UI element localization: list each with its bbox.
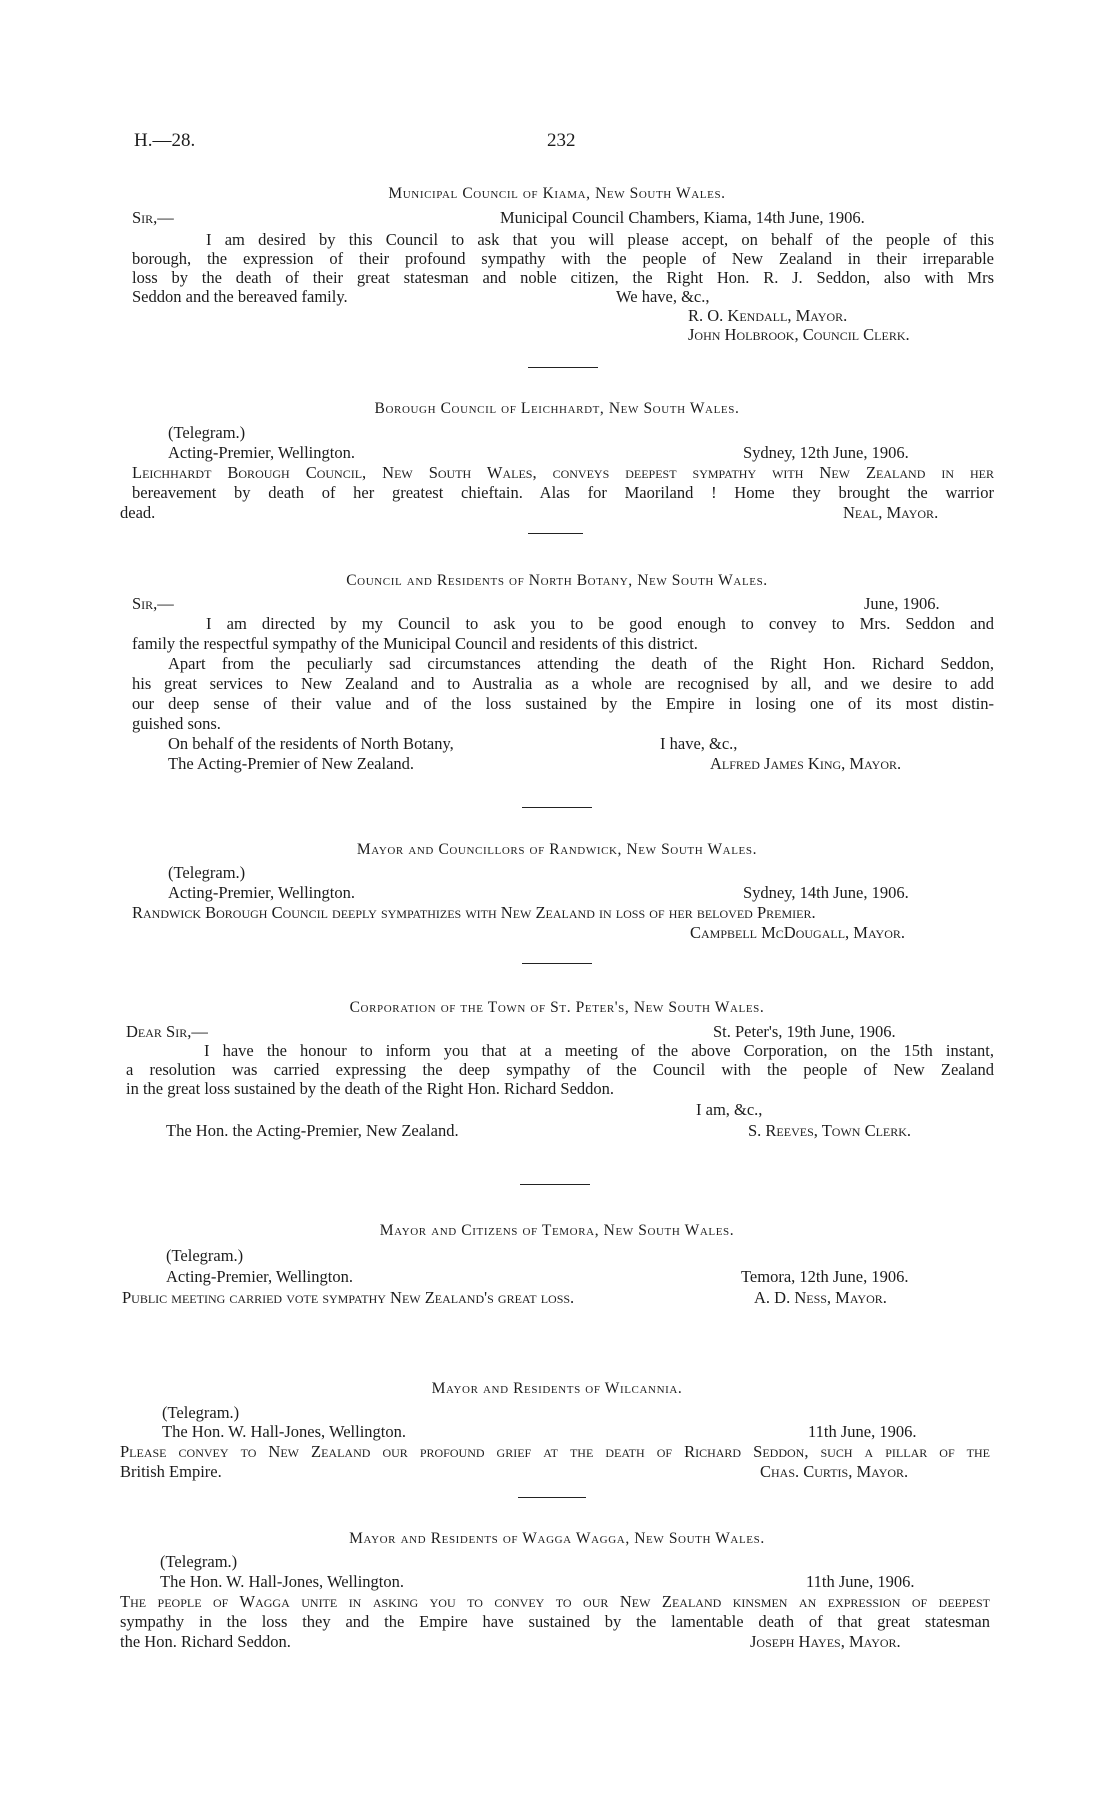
section-divider [518,1497,586,1498]
body-line: Public meeting carried vote sympathy New Zealand's great loss. [122,1288,575,1307]
body-line: his great services to New Zealand and to Australia as a whole are recognised by all, and we desire to add [132,674,994,693]
telegram-label: (Telegram.) [168,863,246,882]
section-title-kiama: Municipal Council of Kiama, New South Wales. [388,185,726,202]
place-date: 11th June, 1906. [808,1422,917,1441]
addressee: The Hon. W. Hall-Jones, Wellington. [160,1572,405,1591]
section-divider [520,1184,590,1185]
salutation: Sir,— [132,594,174,613]
section-title-temora: Mayor and Citizens of Temora, New South Wales. [379,1222,735,1239]
body-line: family the respectful sympathy of the Municipal Council and residents of this district. [132,634,698,653]
body-line: Randwick Borough Council deeply sympathizes with New Zealand in loss of her beloved Premier. [132,903,816,922]
body-line: I am desired by this Council to ask that you will please accept, on behalf of the people of this [206,230,994,249]
body-line: borough, the expression of their profound sympathy with the people of New Zealand in their irreparable [132,249,994,268]
body-line: loss by the death of their great statesman and noble citizen, the Right Hon. R. J. Seddon, also with Mrs [132,268,994,287]
page-number: 232 [547,130,576,151]
place-date: 11th June, 1906. [806,1572,915,1591]
place-date: Municipal Council Chambers, Kiama, 14th June, 1906. [500,208,865,227]
closing: I am, &c., [696,1100,763,1119]
on-behalf-line: On behalf of the residents of North Botany, [168,734,454,753]
telegram-label: (Telegram.) [166,1246,244,1265]
body-line: I am directed by my Council to ask you to be good enough to convey to Mrs. Seddon and [206,614,994,633]
body-line: sympathy in the loss they and the Empire have sustained by the lamentable death of that great statesman [120,1612,990,1631]
section-divider [528,533,583,534]
section-title-leichhardt: Borough Council of Leichhardt, New South Wales. [374,400,740,417]
body-line: Seddon and the bereaved family. [132,287,348,306]
section-title-north-botany: Council and Residents of North Botany, New South Wales. [346,572,768,589]
body-line: British Empire. [120,1462,222,1481]
body-line: our deep sense of their value and of the loss sustained by the Empire in losing one of its most distin- [132,694,994,713]
addressee: The Acting-Premier of New Zealand. [168,754,415,773]
signature: A. D. Ness, Mayor. [754,1288,887,1307]
section-divider [522,807,592,808]
body-line: The people of Wagga unite in asking you to convey to our New Zealand kinsmen an expression of deepest [120,1592,990,1611]
addressee: The Hon. W. Hall-Jones, Wellington. [162,1422,407,1441]
document-reference: H.—28. [134,130,196,151]
closing: We have, &c., [616,287,710,306]
body-line: dead. [120,503,156,522]
body-line: the Hon. Richard Seddon. [120,1632,291,1651]
section-divider [528,367,598,368]
body-line: Apart from the peculiarly sad circumstances attending the death of the Right Hon. Richard Seddon, [168,654,994,673]
place-date: St. Peter's, 19th June, 1906. [713,1022,896,1041]
signature: Neal, Mayor. [843,503,939,522]
signature: Alfred James King, Mayor. [710,754,902,773]
telegram-label: (Telegram.) [162,1403,240,1422]
signature: Chas. Curtis, Mayor. [760,1462,909,1481]
addressee: Acting-Premier, Wellington. [166,1267,353,1286]
body-line: I have the honour to inform you that at a meeting of the above Corporation, on the 15th instant, [204,1041,994,1060]
section-divider [522,963,592,964]
addressee: Acting-Premier, Wellington. [168,443,355,462]
section-title-st-peters: Corporation of the Town of St. Peter's, New South Wales. [349,999,765,1016]
section-title-randwick: Mayor and Councillors of Randwick, New South Wales. [356,841,758,858]
addressee: The Hon. the Acting-Premier, New Zealand. [166,1121,459,1140]
body-line: guished sons. [132,714,221,733]
salutation: Sir,— [132,208,174,227]
place-date: Sydney, 12th June, 1906. [743,443,909,462]
salutation: Dear Sir,— [126,1022,208,1041]
closing: I have, &c., [660,734,738,753]
body-line: Please convey to New Zealand our profound grief at the death of Richard Seddon, such a pillar of the [120,1442,990,1461]
signature: John Holbrook, Council Clerk. [688,325,910,344]
section-title-wagga-wagga: Mayor and Residents of Wagga Wagga, New South Wales. [349,1530,765,1547]
body-line: bereavement by death of her greatest chieftain. Alas for Maoriland ! Home they brought the warrior [132,483,994,502]
telegram-label: (Telegram.) [160,1552,238,1571]
section-title-wilcannia: Mayor and Residents of Wilcannia. [431,1380,683,1397]
place-date: Sydney, 14th June, 1906. [743,883,909,902]
telegram-label: (Telegram.) [168,423,246,442]
place-date: Temora, 12th June, 1906. [741,1267,909,1286]
body-line: Leichhardt Borough Council, New South Wales, conveys deepest sympathy with New Zealand in her [132,463,994,482]
signature: Joseph Hayes, Mayor. [750,1632,901,1651]
addressee: Acting-Premier, Wellington. [168,883,355,902]
signature: S. Reeves, Town Clerk. [748,1121,912,1140]
body-line: a resolution was carried expressing the deep sympathy of the Council with the people of New Zealand [126,1060,994,1079]
body-line: in the great loss sustained by the death of the Right Hon. Richard Seddon. [126,1079,615,1098]
signature: Campbell McDougall, Mayor. [690,923,905,942]
signature: R. O. Kendall, Mayor. [688,306,848,325]
place-date: June, 1906. [864,594,940,613]
